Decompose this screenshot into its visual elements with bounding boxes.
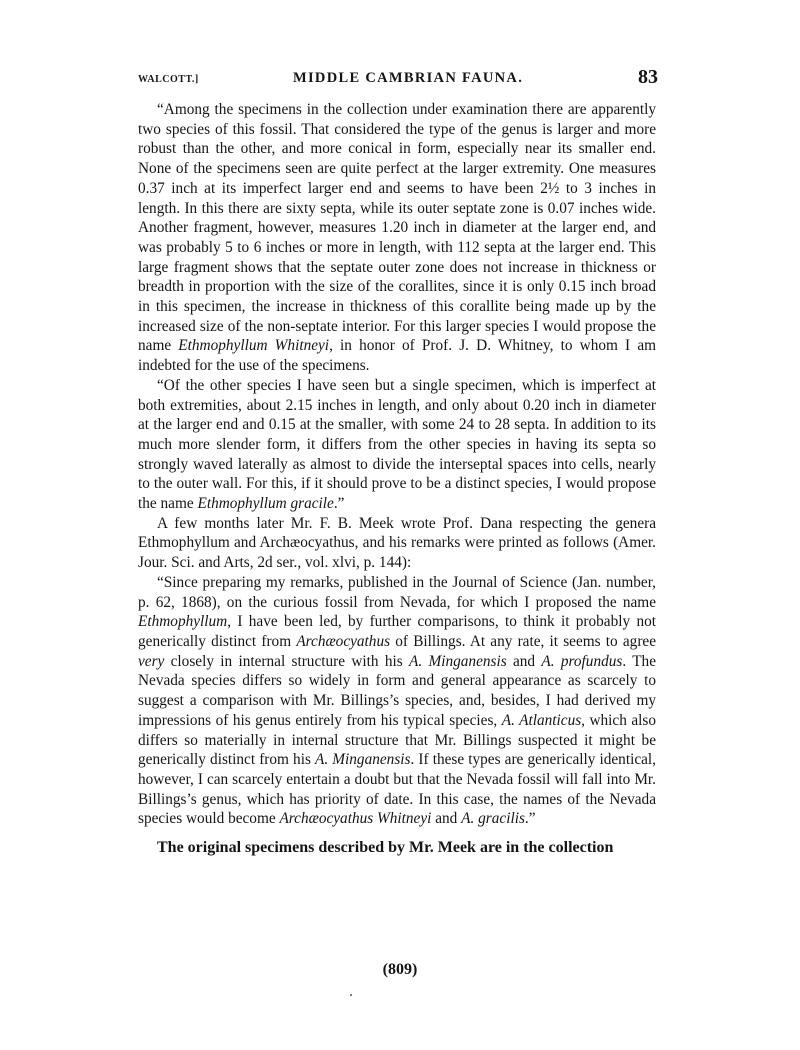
italic-text: A. Minganensis	[409, 652, 507, 670]
page-number: 83	[638, 66, 658, 88]
text-run: of Billings. At any rate, it seems to agree	[390, 632, 656, 650]
text-run: .”	[524, 810, 536, 828]
italic-text: Ethmophyllum gracile	[197, 495, 334, 513]
italic-text: very	[138, 652, 165, 670]
running-head-title: MIDDLE CAMBRIAN FAUNA.	[293, 70, 524, 86]
italic-text: A. Minganensis	[315, 751, 411, 769]
italic-text: Ethmophyllum Whitneyi	[178, 337, 330, 355]
text-run: .”	[333, 495, 345, 513]
running-head	[138, 66, 658, 94]
running-head-author: WALCOTT.]	[138, 74, 199, 85]
paragraph	[138, 376, 656, 514]
paragraph	[138, 573, 656, 829]
body-text	[138, 100, 656, 858]
italic-text: Ethmophyllum	[138, 613, 228, 631]
text-run: “Since preparing my remarks, published in the Journal of Science (Jan. number, p. 62, 1868), on the curious fossil from Nevada, for which I proposed the name	[138, 573, 656, 611]
text-run: , which also differs so materially in internal structure that Mr. Billings suspected it might be generically distinct from his	[138, 711, 657, 769]
text-run: “Among the specimens in the collection under examination there are apparently two species of this fossil. That considered the type of the genus is larger and more robust than the other, and more conical in form, especially near its smaller end. None of the specimens seen are quite perfect at the larger extremity. One measures 0.37 inch at its imperfect larger end and seems to have been 2½ to 3 inches in length. In this there are sixty septa, while its outer septate zone is 0.07 inches wide. Another fragment, however, measures 1.20 inch in diameter at the larger end, and was probably 5 to 6 inches or more in length, with 112 septa at the larger end. This large fragment shows that the septate outer zone does not increase in thickness or breadth in proportion with the size of the corallites, since it is only 0.15 inch broad in this specimen, the increase in thickness of this corallite being made up by the increased size of the non-septate interior. For this larger species I would propose the name	[138, 101, 656, 355]
text-run: , I have been led, by further comparisons, to think it probably not generically distinct from	[138, 613, 656, 650]
text-run: . The Nevada species differs so widely in form and general appearance as scarcely to suggest a comparison with Mr. Billings’s species, and, besides, I had derived my impressions of his genus entirely from his typical species,	[138, 652, 656, 729]
footer-folio: (809)	[382, 961, 418, 978]
text-run: and	[506, 652, 542, 670]
paragraph	[138, 838, 656, 858]
italic-text: Archæocyathus Whitneyi	[279, 810, 432, 828]
text-run: A few months later Mr. F. B. Meek wrote Prof. Dana respecting the genera Ethmophyllum and Archæocyathus, and his remarks were printed as follows (Amer. Jour. Sci. and Arts, 2d ser., vol. xlvi, p. 144):	[138, 514, 656, 572]
paragraph	[138, 100, 656, 376]
italic-text: Archæocyathus	[296, 632, 391, 650]
text-run: , in honor of Prof. J. D. Whitney, to whom I am indebted for the use of the specimens.	[138, 337, 657, 375]
italic-text: A. Atlanticus	[501, 711, 582, 729]
print-speck	[350, 994, 352, 996]
italic-text: A. profundus	[541, 652, 623, 670]
text-run: and	[431, 810, 462, 828]
text-run: “Of the other species I have seen but a single specimen, which is imperfect at both extremities, about 2.15 inches in length, and only about 0.20 inch in diameter at the larger end and 0.15 at the smaller, with some 24 to 28 septa. In addition to its much more slender form, it differs from the other species in having its septa so strongly waved laterally as almost to divide the interseptal spaces into cells, nearly to the outer wall. For this, if it should prove to be a distinct species, I would propose the name	[138, 376, 656, 513]
text-run: The original specimens described by Mr. Meek are in the collection	[157, 839, 614, 857]
paragraph	[138, 514, 656, 573]
text-run: . If these types are generically identical, however, I can scarcely entertain a doubt but that the Nevada fossil will fall into Mr. Billings’s genus, which has priority of date. In this case, the names of the Nevada species would become	[138, 751, 656, 828]
text-run: closely in internal structure with his	[164, 652, 409, 670]
italic-text: A. gracilis	[461, 810, 525, 828]
